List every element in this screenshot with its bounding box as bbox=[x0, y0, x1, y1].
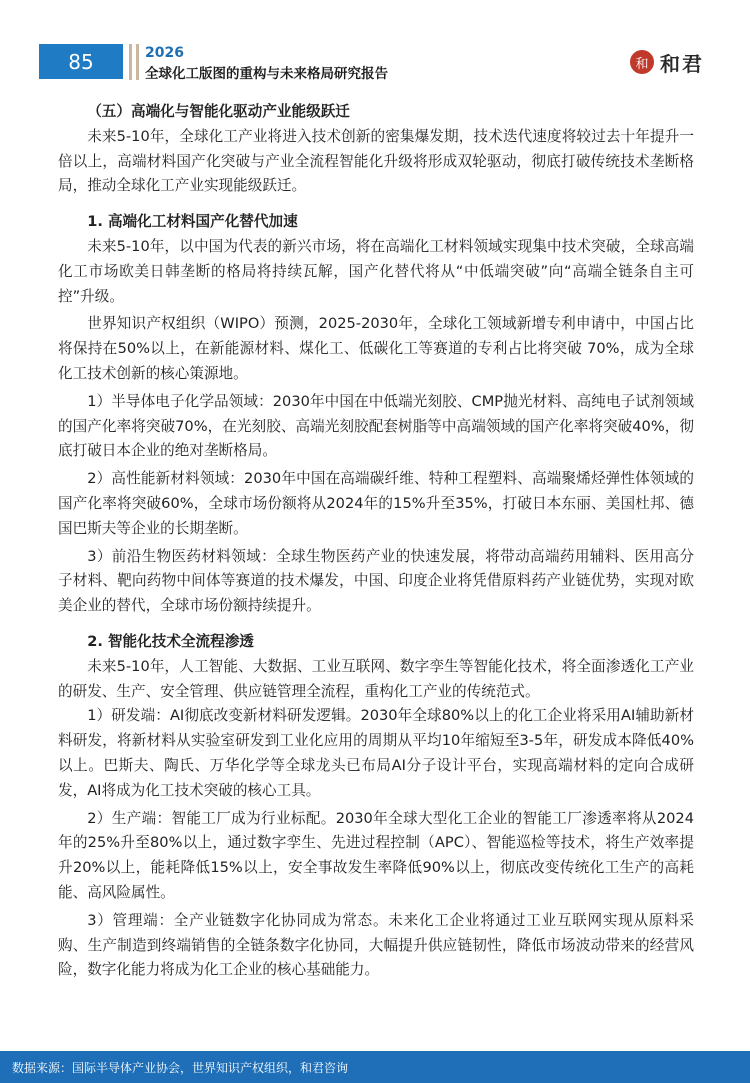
intro-paragraph: 未来5-10年，全球化工产业将进入技术创新的密集爆发期，技术迭代速度将较过去十年提升一倍以上，高端材料国产化突破与产业全流程智能化升级将形成双轮驱动，彻底打破传统技术垄断格局，推动全球化工产业实现能级跃迁。 bbox=[58, 127, 694, 195]
logo-text: 和君 bbox=[660, 51, 704, 76]
paragraph: 3）管理端：全产业链数字化协同成为常态。未来化工企业将通过工业互联网实现从原料采购、生产制造到终端销售的全链条数字化协同，大幅提升供应链韧性，降低市场波动带来的经营风险，数字化能力将成为化工企业的核心基础能力。 bbox=[58, 911, 694, 979]
source-footer bbox=[0, 1051, 750, 1083]
paragraph: 1）半导体电子化学品领域：2030年中国在中低端光刻胶、CMP抛光材料、高纯电子试剂领域的国产化率将突破70%，在光刻胶、高端光刻胶配套树脂等中高端领域的国产化率将突破40%，彻底打破日本企业的绝对垄断格局。 bbox=[58, 392, 694, 460]
subsection-title-2: 2. 智能化技术全流程渗透 bbox=[87, 632, 254, 650]
logo-seal-icon: 和 bbox=[630, 50, 654, 74]
page-number: 85 bbox=[39, 44, 123, 79]
header-divider bbox=[136, 44, 139, 80]
body-content bbox=[58, 100, 694, 983]
header-year: 2026 bbox=[145, 45, 184, 61]
brand-logo bbox=[630, 44, 704, 80]
paragraph: 世界知识产权组织（WIPO）预测，2025-2030年，全球化工领域新增专利申请中，中国占比将保持在50%以上，在新能源材料、煤化工、低碳化工等赛道的专利占比将突破 70%，成为全球化工技术创新的核心策源地。 bbox=[58, 315, 694, 382]
paragraph: 3）前沿生物医药材料领域：全球生物医药产业的快速发展，将带动高端药用辅料、医用高分子材料、靶向药物中间体等赛道的技术爆发，中国、印度企业将凭借原料药产业链优势，实现对欧美企业的替代，全球市场份额持续提升。 bbox=[58, 547, 694, 615]
paragraph: 未来5-10年，以中国为代表的新兴市场，将在高端化工材料领域实现集中技术突破，全球高端化工市场欧美日韩垄断的格局将持续瓦解，国产化替代将从“中低端突破”向“高端全链条自主可控”升级。 bbox=[58, 237, 694, 305]
header-divider bbox=[129, 44, 132, 80]
section-title: （五）高端化与智能化驱动产业能级跃迁 bbox=[87, 103, 350, 120]
report-title: 全球化工版图的重构与未来格局研究报告 bbox=[145, 66, 388, 82]
paragraph: 未来5-10年，人工智能、大数据、工业互联网、数字孪生等智能化技术，将全面渗透化工产业的研发、生产、安全管理、供应链管理全流程，重构化工产业的传统范式。 bbox=[58, 657, 694, 700]
paragraph: 1）研发端：AI彻底改变新材料研发逻辑。2030年全球80%以上的化工企业将采用AI辅助新材料研发，将新材料从实验室研发到工业化应用的周期从平均10年缩短至3-5年，研发成本降低40%以上。巴斯夫、陶氏、万华化学等全球龙头已布局AI分子设计平台，实现高端材料的定向合成研发，AI将成为化工技术突破的核心工具。 bbox=[58, 707, 694, 799]
source-text: 数据来源：国际半导体产业协会，世界知识产权组织，和君咨询 bbox=[12, 1060, 349, 1075]
paragraph: 2）生产端：智能工厂成为行业标配。2030年全球大型化工企业的智能工厂渗透率将从2024年的25%升至80%以上，通过数字孪生、先进过程控制（APC）、智能巡检等技术，将生产效率提升20%以上，能耗降低15%以上，安全事故发生率降低90%以上，彻底改变传统化工生产的高耗能、高风险属性。 bbox=[58, 809, 694, 901]
paragraph: 2）高性能新材料领域：2030年中国在高端碳纤维、特种工程塑料、高端聚烯烃弹性体领域的国产化率将突破60%，全球市场份额将从2024年的15%升至35%，打破日本东丽、美国杜邦、德国巴斯夫等企业的长期垄断。 bbox=[58, 470, 694, 537]
subsection-title-1: 1. 高端化工材料国产化替代加速 bbox=[87, 213, 298, 231]
